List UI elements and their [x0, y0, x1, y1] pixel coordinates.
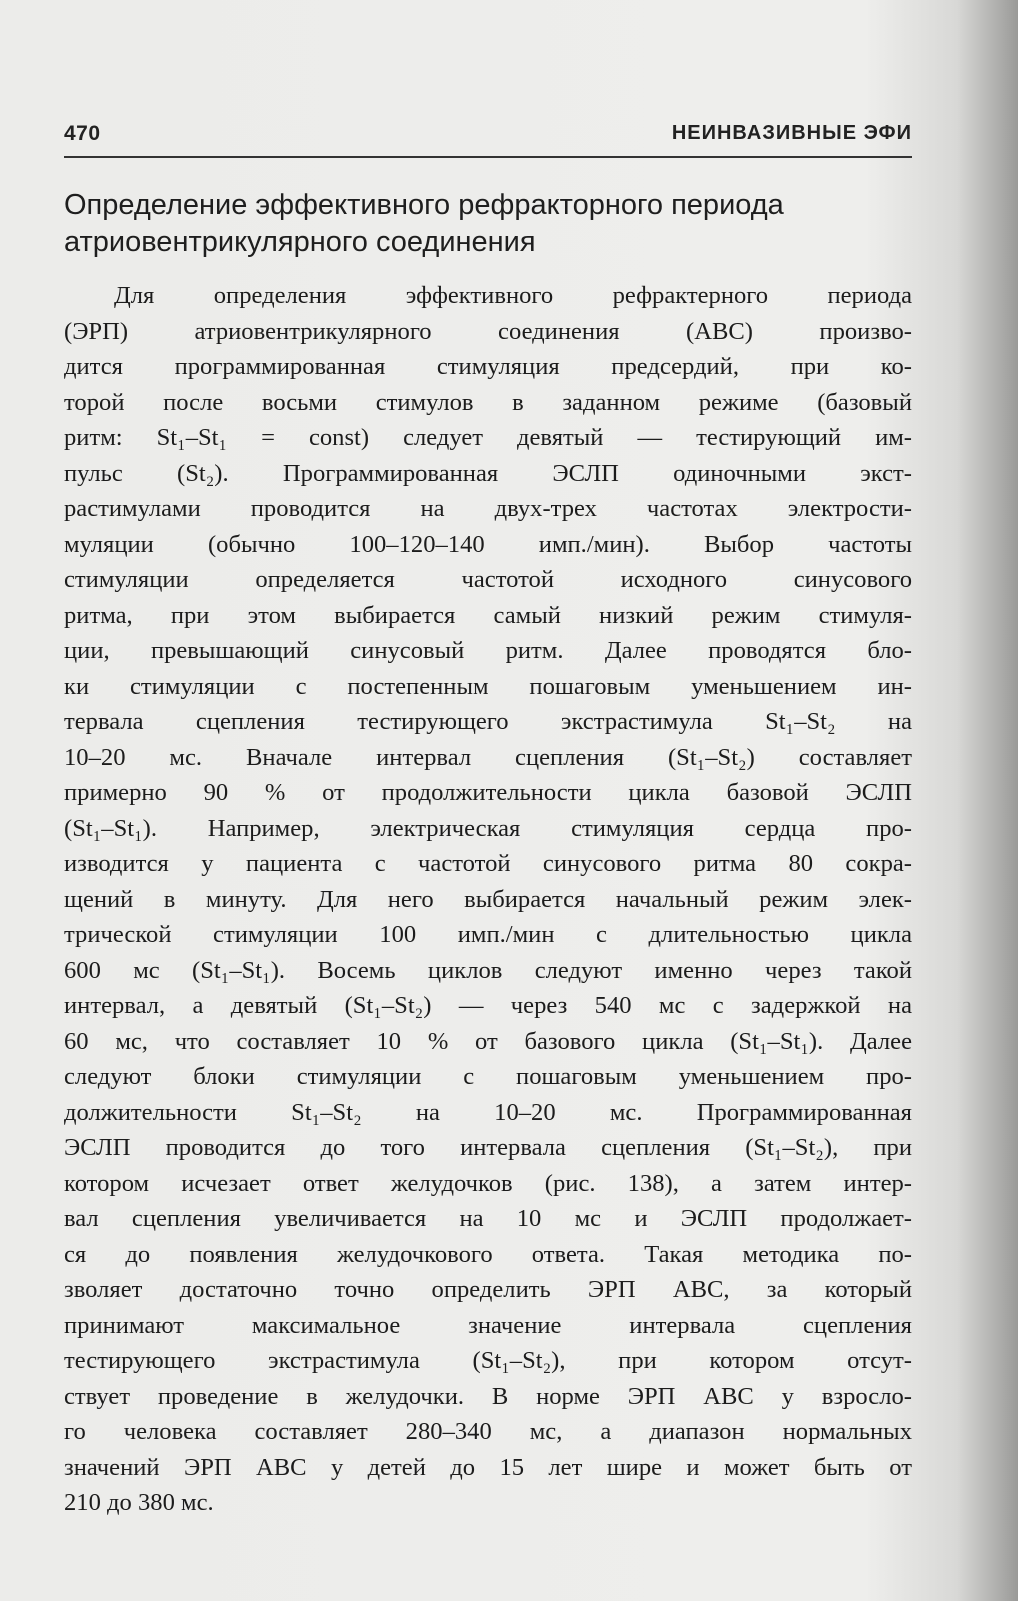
text-line: вал сцепления увеличивается на 10 мс и ЭСЛП продолжает-: [64, 1205, 912, 1232]
section-title-line-2: атриовентрикулярного соединения: [64, 226, 536, 258]
text-line: 10–20 мс. Вначале интервал сцепления (St₁–St₂) составляет: [64, 743, 912, 771]
text-line: принимают максимальное значение интервала сцепления: [64, 1311, 912, 1339]
text-line: изводится у пациента с частотой синусового ритма 80 сокра-: [64, 850, 912, 877]
text-line: ЭСЛП проводится до того интервала сцепления (St₁–St₂), при: [64, 1134, 912, 1161]
text-line: котором исчезает ответ желудочков (рис. 138), а затем интер-: [64, 1169, 912, 1197]
page-header: [64, 122, 912, 158]
body-paragraph: [64, 278, 912, 1521]
text-line: 600 мс (St₁–St₁). Восемь циклов следуют именно через такой: [64, 956, 912, 984]
text-line: следуют блоки стимуляции с пошаговым уменьшением про-: [64, 1063, 912, 1090]
text-line: (St₁–St₁). Например, электрическая стимуляция сердца про-: [64, 814, 912, 842]
text-line: пульс (St₂). Программированная ЭСЛП одиночными экст-: [64, 459, 912, 487]
text-line: интервал, а девятый (St₁–St₂) — через 540 мс с задержкой на: [64, 992, 912, 1019]
text-line: зволяет достаточно точно определить ЭРП АВС, за который: [64, 1276, 912, 1303]
text-line: должительности St₁–St₂ на 10–20 мс. Программированная: [64, 1098, 912, 1126]
text-line: тестирующего экстрастимула (St₁–St₂), при котором отсут-: [64, 1347, 912, 1374]
text-line: муляции (обычно 100–120–140 имп./мин). Выбор частоты: [64, 530, 912, 558]
text-line: (ЭРП) атриовентрикулярного соединения (АВС) произво-: [64, 317, 912, 345]
text-line: примерно 90 % от продолжительности цикла базовой ЭСЛП: [64, 779, 912, 806]
text-line: тервала сцепления тестирующего экстрастимула St₁–St₂ на: [64, 708, 912, 735]
text-line: го человека составляет 280–340 мс, а диапазон нормальных: [64, 1418, 912, 1445]
text-line: 60 мс, что составляет 10 % от базового цикла (St₁–St₁). Далее: [64, 1027, 912, 1055]
running-head: НЕИНВАЗИВНЫЕ ЭФИ: [671, 122, 912, 144]
text-line: торой после восьми стимулов в заданном режиме (базовый: [64, 388, 912, 416]
text-line: растимулами проводится на двух-трех частотах электрости-: [64, 495, 912, 522]
text-line: Для определения эффективного рефрактерного периода: [114, 282, 912, 309]
section-title-line-1: Определение эффективного рефракторного периода: [64, 189, 784, 221]
text-line: дится программированная стимуляция предсердий, при ко-: [64, 353, 912, 380]
text-line: трической стимуляции 100 имп./мин с длительностью цикла: [64, 921, 912, 948]
page-number: 470: [64, 122, 101, 145]
text-line: ции, превышающий синусовый ритм. Далее проводятся бло-: [64, 637, 912, 664]
text-line: стимуляции определяется частотой исходного синусового: [64, 566, 912, 593]
text-line: значений ЭРП АВС у детей до 15 лет шире и может быть от: [64, 1453, 912, 1481]
text-line: ствует проведение в желудочки. В норме ЭРП АВС у взросло-: [64, 1382, 912, 1410]
text-line: щений в минуту. Для него выбирается начальный режим элек-: [64, 885, 912, 913]
section-title: [64, 187, 924, 261]
text-line: ся до появления желудочкового ответа. Такая методика по-: [64, 1240, 912, 1268]
text-line: ритм: St₁–St₁ = const) следует девятый — тестирующий им-: [64, 424, 912, 451]
text-line: ритма, при этом выбирается самый низкий режим стимуля-: [64, 601, 912, 629]
text-line: ки стимуляции с постепенным пошаговым уменьшением ин-: [64, 672, 912, 700]
text-line: 210 до 380 мс.: [64, 1489, 214, 1516]
